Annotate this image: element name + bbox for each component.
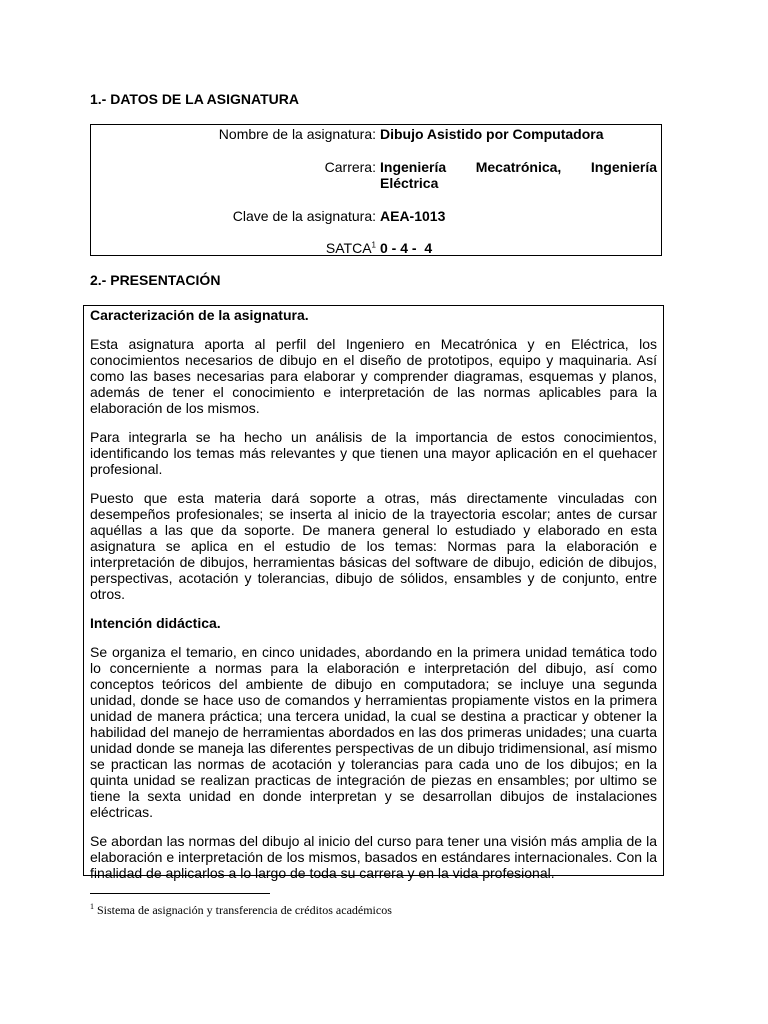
course-name-value: Dibujo Asistido por Computadora (380, 126, 604, 142)
paragraph: Para integrarla se ha hecho un análisis de la importancia de estos conocimientos, identificando los temas más relevantes y que tienen una mayor aplicación en el quehacer profesional. (90, 429, 657, 477)
characterization-heading: Caracterización de la asignatura. (90, 307, 309, 323)
career-value (380, 159, 657, 191)
career-word: Mecatrónica, (475, 159, 562, 175)
career-value-line1 (380, 159, 657, 175)
section-2-heading: 2.- PRESENTACIÓN (90, 272, 221, 288)
footnote (90, 902, 392, 918)
satca-label: SATCA$^1$ (325, 240, 376, 256)
paragraph: Se abordan las normas del dibujo al inicio del curso para tener una visión más amplia de la elaboración e interpretación de los mismos, basados en estándares internacionales. Con la finalidad de aplicarlos a lo largo de toda su carrera y en la vida profesional. (90, 833, 657, 881)
course-key-label: Clave de la asignatura: (232, 208, 376, 224)
paragraph: Puesto que esta materia dará soporte a otras, más directamente vinculadas con desempeños profesionales; se inserta al inicio de la trayectoria escolar; antes de cursar aquéllas a las que da soporte. De manera general lo estudiado y elaborado en esta asignatura se aplica en el estudio de los temas: Normas para la elaboración e interpretación de dibujos, herramientas básicas del software de dibujo, edición de dibujos, perspectivas, acotación y tolerancias, dibujo de sólidos, ensambles y de conjunto, entre otros. (90, 490, 657, 602)
footnote-divider (90, 893, 270, 894)
footnote-text: Sistema de asignación y transferencia de créditos académicos (97, 903, 392, 917)
course-key-value: AEA-1013 (380, 208, 446, 224)
career-label: Carrera: (324, 159, 376, 175)
career-word: Ingeniería (590, 159, 657, 175)
satca-value: 0 - 4 - 4 (380, 240, 433, 256)
course-data-box (90, 124, 662, 256)
section-1-heading: 1.- DATOS DE LA ASIGNATURA (90, 91, 299, 107)
career-value-line2: Eléctrica (380, 175, 439, 191)
footnote-ref: 1 (371, 240, 376, 250)
paragraph: Esta asignatura aporta al perfil del Ingeniero en Mecatrónica y en Eléctrica, los conocimientos necesarios de dibujo en el diseño de prototipos, equipo y maquinaria. Así como las bases necesarias para elaborar y comprender diagramas, esquemas y planos, además de tener el conocimiento e interpretación de las normas aplicables para la elaboración de los mismos. (90, 336, 657, 416)
footnote-marker: 1 (90, 902, 94, 911)
course-name-label: Nombre de la asignatura: (218, 126, 376, 142)
paragraph: Se organiza el temario, en cinco unidades, abordando en la primera unidad temática todo lo concerniente a normas para la elaboración e interpretación del dibujo, así como conceptos teóricos del ambiente de dibujo en computadora; se incluye una segunda unidad, donde se hace uso de comandos y herramientas propiamente vistos en la primera unidad de manera práctica; una tercera unidad, la cual se destina a practicar y obtener la habilidad del manejo de herramientas abordados en las dos primeras unidades; una cuarta unidad donde se maneja las diferentes perspectivas de un dibujo tridimensional, así mismo se practican las normas de acotación y tolerancias para cada uno de los dibujos; en la quinta unidad se realizan practicas de integración de piezas en ensambles; por ultimo se tiene la sexta unidad en donde interpretan y se desarrollan dibujos de instalaciones eléctricas. (90, 644, 657, 820)
didactic-intention-heading: Intención didáctica. (90, 615, 221, 631)
presentation-box (83, 305, 664, 881)
career-word: Ingeniería (380, 159, 447, 175)
